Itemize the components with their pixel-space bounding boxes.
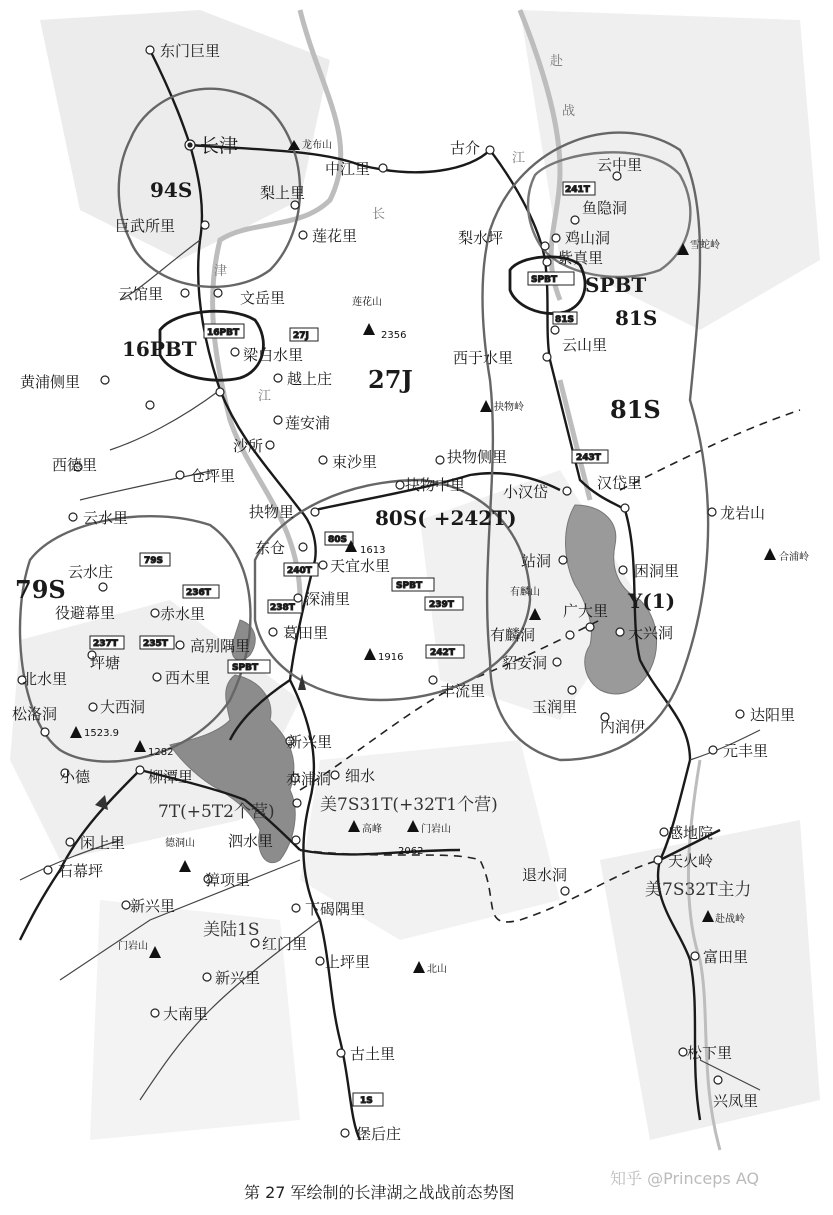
water-label-jiang1: 江 <box>512 151 526 166</box>
place-dongxing: 大兴洞 <box>628 624 674 642</box>
place-yueshang: 越上庄 <box>287 370 333 388</box>
place-zizhen: 紫真里 <box>558 249 604 267</box>
box-80S <box>325 532 353 545</box>
place-kundong: 困洞里 <box>634 562 680 580</box>
box-243T-label: 243T <box>576 453 601 463</box>
place-yurun: 玉润里 <box>532 698 578 716</box>
box-79S-label: 79S <box>144 556 164 566</box>
box-SPBT-c <box>392 578 434 591</box>
place-zhangxiang: 獐项里 <box>205 871 251 889</box>
place-yunguan: 云馆里 <box>118 285 164 303</box>
place-lishang: 梨上里 <box>260 184 306 202</box>
place-zhandong: 站洞 <box>521 552 552 570</box>
box-239T-label: 239T <box>429 600 454 610</box>
place-xinxing1: 新兴里 <box>287 733 333 751</box>
box-242T-label: 242T <box>430 648 455 658</box>
svg-text:雪蛇岭: 雪蛇岭 <box>690 240 720 251</box>
water-label-fu: 赴 <box>550 54 564 69</box>
box-27J <box>290 328 318 341</box>
place-dongcang: 东仓 <box>255 539 286 557</box>
box-242T <box>426 645 464 658</box>
place-yuanfeng: 元丰里 <box>723 742 769 760</box>
box-237T <box>90 636 124 649</box>
place-shenpu: 深浦里 <box>305 590 351 608</box>
svg-text:合浦岭: 合浦岭 <box>779 552 809 563</box>
place-getian: 葛田里 <box>283 624 329 642</box>
place-tuishui: 退水洞 <box>522 866 568 884</box>
unit-SPBT: SPBT <box>585 273 647 297</box>
place-zhongjiang: 中江里 <box>325 160 371 178</box>
place-tianyishui: 天宜水里 <box>330 557 391 575</box>
water-label-jiang2: 江 <box>258 389 272 404</box>
place-yunshan: 云山里 <box>562 336 608 354</box>
unit-7T: 7T(+5T2个营) <box>158 802 275 822</box>
place-xide: 西德里 <box>52 456 98 474</box>
place-xiaqie: 下碣隅里 <box>305 900 366 918</box>
place-dayang: 达阳里 <box>750 706 796 724</box>
peak-bei <box>413 961 447 975</box>
place-hongmen: 红门里 <box>262 935 308 953</box>
watermark: 知乎 @Princeps AQ <box>610 1169 760 1188</box>
place-chishui: 赤水里 <box>160 605 206 623</box>
place-danan: 大南里 <box>163 1005 209 1023</box>
unit-US1S: 美陆1S <box>203 920 260 940</box>
unit-US7S31T: 美7S31T(+32T1个营) <box>320 795 498 815</box>
place-jishan: 鸡山洞 <box>565 229 611 247</box>
place-juewu-ce: 抉物侧里 <box>447 448 508 466</box>
box-241T <box>563 182 595 195</box>
unit-16PBT: 16PBT <box>122 337 197 361</box>
place-sishui: 泗水里 <box>228 832 274 850</box>
place-longyan: 龙岩山 <box>720 504 766 522</box>
map-caption: 第 27 军绘制的长津湖之战战前态势图 <box>244 1183 515 1202</box>
box-1S-label: 1S <box>360 1096 373 1106</box>
place-neirun: 内润伊 <box>600 718 646 736</box>
place-handai: 汉岱里 <box>597 474 643 492</box>
unit-US7S32T: 美7S32T主力 <box>645 880 752 900</box>
place-songxia: 松下里 <box>687 1044 733 1062</box>
box-236T-label: 236T <box>186 588 211 598</box>
caption-bar <box>0 1180 833 1210</box>
box-240T <box>284 563 318 576</box>
svg-text:门岩山: 门岩山 <box>118 941 148 952</box>
unit-94S: 94S <box>150 178 193 202</box>
place-juewu-zhong: 抉物中里 <box>405 476 466 494</box>
place-xinxing3: 新兴里 <box>215 969 261 987</box>
unit-79S: 79S <box>15 575 66 604</box>
place-lianhua: 莲花里 <box>312 227 358 245</box>
svg-text:抉物岭: 抉物岭 <box>494 402 524 413</box>
place-yibi: 役避幕里 <box>55 604 116 622</box>
place-liutan: 柳潭里 <box>148 768 194 786</box>
place-cangping: 仓坪里 <box>190 467 236 485</box>
svg-text:1613: 1613 <box>360 545 386 556</box>
place-juewu: 抉物里 <box>249 503 295 521</box>
place-hejiang: 古介 <box>450 139 481 157</box>
place-xiyushui: 西于水里 <box>453 349 514 367</box>
svg-text:1523.9: 1523.9 <box>84 728 119 739</box>
box-79S <box>140 553 170 566</box>
unit-81S-a: 81S <box>615 306 658 330</box>
peak-lianhua <box>352 295 406 341</box>
water-label-zhan: 战 <box>562 104 576 119</box>
place-shangping: 上坪里 <box>325 953 371 971</box>
svg-text:龙布山: 龙布山 <box>302 140 332 151</box>
place-xishui: 细水 <box>345 767 376 785</box>
box-81S-label: 81S <box>555 315 575 325</box>
peak-dewang <box>165 836 195 872</box>
box-237T-label: 237T <box>93 639 118 649</box>
place-yuyin: 鱼隐洞 <box>582 199 628 217</box>
svg-text:1282: 1282 <box>148 747 174 758</box>
place-dongsha: 束沙里 <box>332 453 378 471</box>
place-daxi: 大西洞 <box>100 698 146 716</box>
place-tianhuo: 天火岭 <box>668 852 714 870</box>
box-SPBT-c-label: SPBT <box>396 581 423 591</box>
place-gandi: 感地院 <box>668 824 714 842</box>
place-fengliu: 丰流里 <box>440 682 486 700</box>
place-chipu: 赤浦洞 <box>286 770 332 788</box>
place-dongmen: 东门巨里 <box>160 42 221 60</box>
place-songluo: 松洛洞 <box>12 705 58 723</box>
peak-juewu <box>480 400 524 413</box>
box-238T-label: 238T <box>270 603 295 613</box>
peak-1613 <box>345 540 385 556</box>
box-240T-label: 240T <box>287 566 312 576</box>
box-16PBT-label: 16PBT <box>207 328 240 338</box>
svg-text:高峰: 高峰 <box>362 824 382 835</box>
box-243T <box>572 450 608 463</box>
box-235T-label: 235T <box>143 639 168 649</box>
unit-81S-b: 81S <box>610 395 661 424</box>
place-ximu: 西木里 <box>165 669 211 687</box>
place-baohou: 堡后庄 <box>356 1125 402 1143</box>
place-yunshuizhuang: 云水庄 <box>68 563 114 581</box>
svg-text:2356: 2356 <box>381 330 407 341</box>
svg-text:1916: 1916 <box>378 652 404 663</box>
place-wenyue: 文岳里 <box>240 289 286 307</box>
svg-text:门岩山: 门岩山 <box>421 824 451 835</box>
place-gutu: 古土里 <box>350 1045 396 1063</box>
box-SPBT-w <box>228 660 270 673</box>
place-lianan: 莲安浦 <box>285 414 331 432</box>
box-81S <box>553 312 577 325</box>
svg-text:德洞山: 德洞山 <box>165 838 195 849</box>
water-label-jin: 津 <box>214 264 228 279</box>
place-beishui: 北水里 <box>22 670 68 688</box>
svg-text:北山: 北山 <box>427 964 447 975</box>
place-xingfeng: 兴凤里 <box>713 1092 759 1110</box>
place-yunshui: 云水里 <box>83 509 129 527</box>
box-16PBT <box>204 324 244 338</box>
place-shimu: 石幕坪 <box>58 862 104 880</box>
peak-1916 <box>364 648 403 663</box>
box-1S <box>353 1093 383 1106</box>
water-label-chang: 长 <box>372 207 386 222</box>
place-futian: 富田里 <box>703 948 749 966</box>
place-changjin: 长津 <box>200 135 239 157</box>
place-yunzhong: 云中里 <box>597 156 643 174</box>
place-xiaode: 小德 <box>60 768 91 786</box>
box-80S-label: 80S <box>328 535 348 545</box>
place-gaobie: 高别隅里 <box>190 637 251 655</box>
box-241T-label: 241T <box>565 185 590 195</box>
place-shibaishui: 梁白水里 <box>243 346 304 364</box>
place-guangda: 广大里 <box>563 602 609 620</box>
box-SPBT-w-label: SPBT <box>232 663 259 673</box>
box-SPBT-n <box>528 272 574 285</box>
place-ping: 坪塘 <box>90 654 121 672</box>
svg-text:2062: 2062 <box>398 846 424 857</box>
place-shasuo: 沙所 <box>233 437 264 455</box>
box-236T <box>183 585 219 598</box>
place-xinxing2: 新兴里 <box>130 897 176 915</box>
peak-hezhan <box>764 548 809 563</box>
svg-text:赴战岭: 赴战岭 <box>715 914 745 925</box>
svg-text:莲花山: 莲花山 <box>352 297 382 308</box>
place-ewusuo: 巨武所里 <box>115 217 176 235</box>
place-maoan: 貂安洞 <box>502 654 548 672</box>
place-kunshang: 闲上里 <box>80 834 126 852</box>
box-235T <box>140 636 174 649</box>
place-huangpuce: 黄浦侧里 <box>20 373 81 391</box>
place-lishuiping: 梨水坪 <box>458 229 504 247</box>
unit-80S: 80S( +242T) <box>375 506 517 530</box>
box-239T <box>425 597 463 610</box>
unit-Y1: Y(1) <box>628 589 676 613</box>
place-xiaohan: 小汉岱 <box>503 483 549 501</box>
box-SPBT-n-label: SPBT <box>531 275 558 285</box>
place-youlin: 有麟洞 <box>490 626 536 644</box>
svg-text:有麟山: 有麟山 <box>510 587 540 598</box>
box-27J-label: 27J <box>293 331 309 341</box>
unit-27J: 27J <box>368 365 413 394</box>
